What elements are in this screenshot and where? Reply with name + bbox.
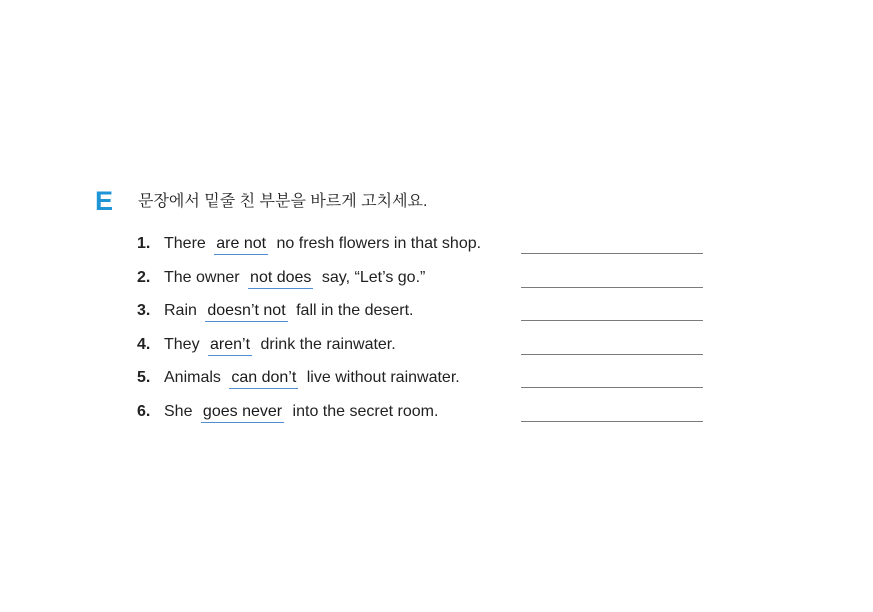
sentence-after: into the secret room.	[292, 402, 439, 420]
underlined-phrase: doesn’t not	[205, 301, 287, 322]
sentence-after: fall in the desert.	[296, 302, 414, 320]
item-number: 5.	[137, 369, 151, 387]
sentence-after: live without rainwater.	[306, 369, 460, 387]
item-sentence	[164, 233, 481, 255]
item-number: 2.	[137, 268, 151, 286]
sentence-after: no fresh flowers in that shop.	[276, 235, 482, 252]
sentence-after: drink the rainwater.	[260, 335, 396, 353]
item-sentence	[164, 401, 438, 423]
item-number: 4.	[137, 335, 151, 353]
answer-blank[interactable]	[521, 253, 703, 254]
sentence-before: The owner	[164, 268, 240, 286]
item-sentence	[164, 300, 414, 322]
underlined-phrase: goes never	[201, 402, 284, 423]
item-number: 1.	[137, 235, 151, 252]
item-sentence	[164, 367, 460, 389]
answer-blank[interactable]	[521, 287, 703, 288]
exercise-item-5	[137, 367, 717, 401]
sentence-before: Animals	[164, 369, 221, 387]
answer-blank[interactable]	[521, 387, 703, 388]
sentence-before: Rain	[164, 302, 197, 320]
answer-blank[interactable]	[521, 421, 703, 422]
instruction-text: 문장에서 밑줄 친 부분을 바르게 고치세요.	[138, 193, 428, 210]
section-letter: E	[95, 186, 114, 216]
sentence-before: They	[164, 335, 200, 353]
sentence-after: say, “Let’s go.”	[321, 268, 426, 286]
exercise-item-1	[137, 233, 717, 267]
exercise-item-2	[137, 267, 717, 301]
underlined-phrase: aren’t	[208, 335, 252, 356]
exercise-item-6	[137, 401, 717, 435]
underlined-phrase: not does	[248, 268, 313, 289]
answer-blank[interactable]	[521, 354, 703, 355]
exercise-item-3	[137, 300, 717, 334]
sentence-before: There	[164, 235, 206, 252]
item-sentence	[164, 267, 425, 289]
underlined-phrase: can don’t	[229, 368, 298, 389]
underlined-phrase: are not	[214, 234, 268, 255]
exercise-item-4	[137, 334, 717, 368]
answer-blank[interactable]	[521, 320, 703, 321]
exercise-list	[137, 233, 717, 435]
item-number: 6.	[137, 402, 151, 420]
item-number: 3.	[137, 302, 151, 320]
sentence-before: She	[164, 402, 193, 420]
item-sentence	[164, 334, 396, 356]
